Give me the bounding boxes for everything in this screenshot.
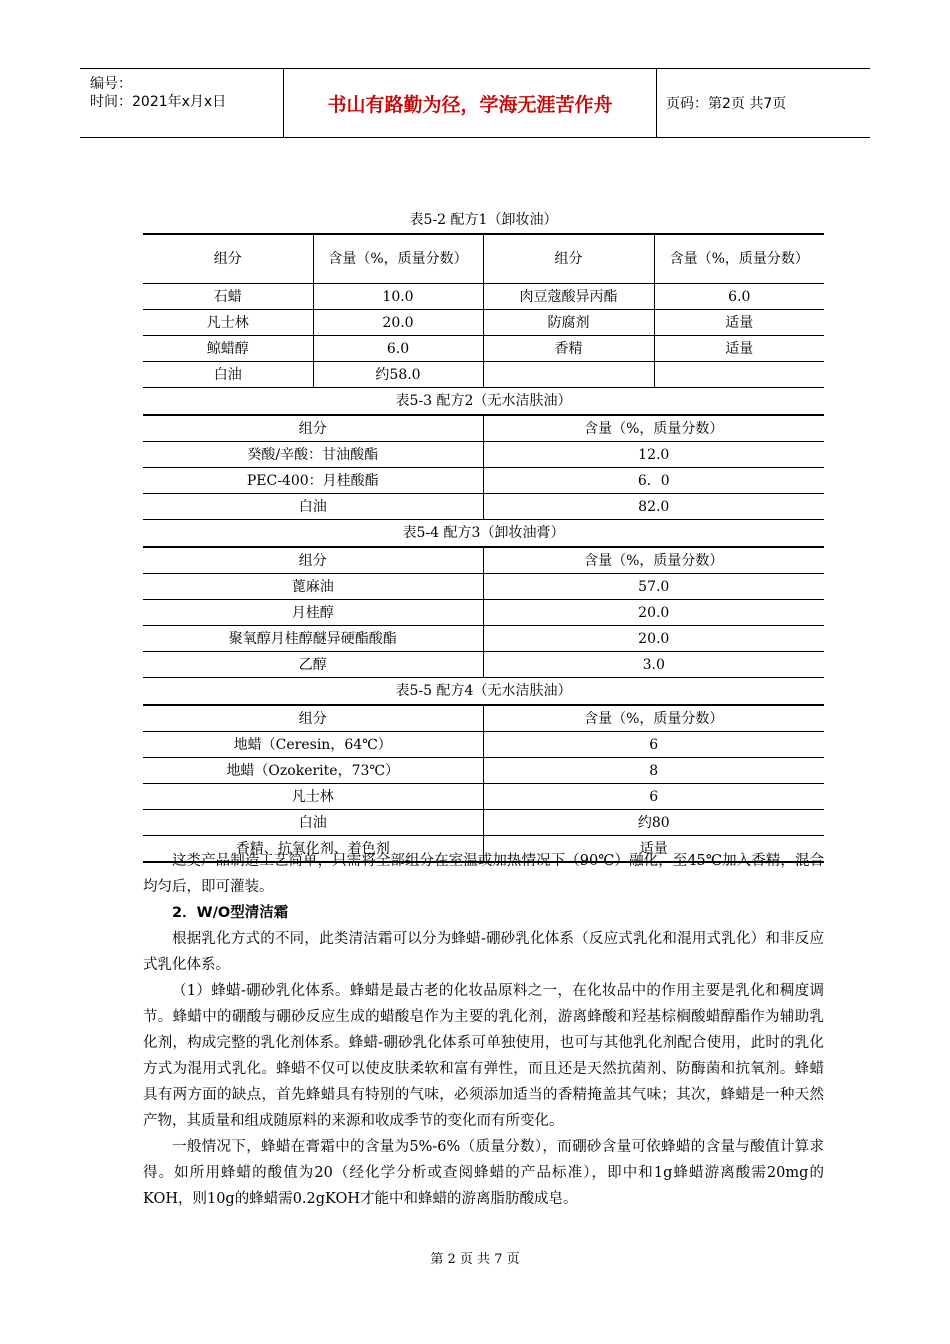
table-row <box>143 758 824 784</box>
table-header-row <box>143 234 824 284</box>
table-cell: 白油 <box>143 362 313 388</box>
table-row <box>143 284 824 310</box>
table-header-row <box>143 705 824 732</box>
header-cell: 组分 <box>143 547 483 574</box>
table-row <box>143 652 824 678</box>
header-cell: 组分 <box>143 705 483 732</box>
table-cell: 20.0 <box>483 626 824 652</box>
table-row <box>143 468 824 494</box>
table-cell: 82.0 <box>483 494 824 520</box>
table-cell: 10.0 <box>313 284 483 310</box>
formula-table-3 <box>143 546 824 678</box>
table-cell: 白油 <box>143 810 483 836</box>
table-row <box>143 810 824 836</box>
table-cell: 适量 <box>483 836 824 863</box>
table-cell: 6.0 <box>313 336 483 362</box>
table-row <box>143 310 824 336</box>
table-cell: 8 <box>483 758 824 784</box>
table-row <box>143 784 824 810</box>
table-cell: 6．0 <box>483 468 824 494</box>
formula-table-2 <box>143 414 824 520</box>
table-row <box>143 600 824 626</box>
paragraph: 一般情况下，蜂蜡在膏霜中的含量为5%-6%（质量分数），而硼砂含量可依蜂蜡的含量与酸值计算求得。如所用蜂蜡的酸值为20（经化学分析或查阅蜂蜡的产品标准），即中和1g蜂蜡游离酸需20mg的KOH，则10g的蜂蜡需0.2gKOH才能中和蜂蜡的游离脂肪酸成皂。 <box>143 1139 824 1207</box>
table-cell: 鲸蜡醇 <box>143 336 313 362</box>
table-cell: 6.0 <box>654 284 824 310</box>
page-footer: 第 2 页 共 7 页 <box>430 1252 520 1267</box>
table-cell: 白油 <box>143 494 483 520</box>
paragraph: （1）蜂蜡-硼砂乳化体系。蜂蜡是最古老的化妆品原料之一，在化妆品中的作用主要是乳化和稠度调节。蜂蜡中的硼酸与硼砂反应生成的蜡酸皂作为主要的乳化剂，游离蜂酸和羟基棕榈酸蜡醇酯作为辅助乳化剂，构成完整的乳化剂体系。蜂蜡-硼砂乳化体系可单独使用，也可与其他乳化剂配合使用，此时的乳化方式为混用式乳化。蜂蜡不仅可以使皮肤柔软和富有弹性，而且还是天然抗菌剂、防酶菌和抗氧剂。蜂蜡具有两方面的缺点，首先蜂蜡具有特别的气味，必须添加适当的香精掩盖其气味；其次，蜂蜡是一种天然产物，其质量和组成随原料的来源和收成季节的变化而有所变化。 <box>143 983 824 1129</box>
header-meta <box>80 69 284 137</box>
formula-tables <box>143 207 824 863</box>
table-cell: 香精 <box>483 336 654 362</box>
table-cell: 20.0 <box>483 600 824 626</box>
table-row <box>143 336 824 362</box>
formula-table-4 <box>143 704 824 863</box>
table-row <box>143 442 824 468</box>
table-cell: 适量 <box>654 310 824 336</box>
table-cell: 防腐剂 <box>483 310 654 336</box>
table-row <box>143 626 824 652</box>
number-label: 编号： <box>90 76 132 92</box>
header-page-label: 页码：第2页 共7页 <box>666 96 787 112</box>
formula-table-1 <box>143 233 824 388</box>
table-caption: 表5-4 配方3（卸妆油膏） <box>402 525 565 541</box>
table-cell: 6 <box>483 784 824 810</box>
table-row <box>143 362 824 388</box>
body-text <box>143 848 824 1212</box>
table-header-row <box>143 415 824 442</box>
table-cell: 石蜡 <box>143 284 313 310</box>
table-cell: 57.0 <box>483 574 824 600</box>
table-cell: 适量 <box>654 336 824 362</box>
header-cell: 组分 <box>143 415 483 442</box>
header-cell: 含量（%，质量分数） <box>654 234 824 284</box>
table-caption: 表5-5 配方4（无水洁肤油） <box>395 683 572 699</box>
page-header <box>80 68 870 138</box>
table-cell: 凡士林 <box>143 310 313 336</box>
header-cell: 含量（%，质量分数） <box>483 415 824 442</box>
table-cell: 蓖麻油 <box>143 574 483 600</box>
table-cell: 聚氧醇月桂醇醚异硬酯酸酯 <box>143 626 483 652</box>
paragraph: 根据乳化方式的不同，此类清洁霜可以分为蜂蜡-硼砂乳化体系（反应式乳化和混用式乳化）和非反应式乳化体系。 <box>143 931 824 973</box>
header-motto: 书山有路勤为径，学海无涯苦作舟 <box>284 69 657 137</box>
section-heading: 2．W/O型清洁霜 <box>172 905 289 921</box>
table-cell: 约58.0 <box>313 362 483 388</box>
table-cell: 6 <box>483 732 824 758</box>
table-cell: 肉豆蔻酸异丙酯 <box>483 284 654 310</box>
header-cell: 组分 <box>483 234 654 284</box>
table-cell: 12.0 <box>483 442 824 468</box>
time-label: 时间：2021年x月x日 <box>90 94 227 110</box>
table-cell: 凡士林 <box>143 784 483 810</box>
header-cell: 含量（%，质量分数） <box>313 234 483 284</box>
table-cell <box>654 362 824 388</box>
table-cell: 月桂醇 <box>143 600 483 626</box>
paragraph: 这类产品制造工艺简单，只需将全部组分在室温或加热情况下（90℃）融化，至45℃加入香精，混合均匀后，即可灌装。 <box>143 853 824 895</box>
header-cell: 含量（%，质量分数） <box>483 705 824 732</box>
table-header-row <box>143 547 824 574</box>
table-cell <box>483 362 654 388</box>
table-row <box>143 732 824 758</box>
table-cell: 地蜡（Ceresin，64℃） <box>143 732 483 758</box>
table-cell: 香精、抗氧化剂、着色剂 <box>143 836 483 863</box>
table-cell: 20.0 <box>313 310 483 336</box>
table-caption: 表5-3 配方2（无水洁肤油） <box>395 393 572 409</box>
header-cell: 含量（%，质量分数） <box>483 547 824 574</box>
table-cell: 3.0 <box>483 652 824 678</box>
header-cell: 组分 <box>143 234 313 284</box>
table-cell: 地蜡（Ozokerite，73℃） <box>143 758 483 784</box>
table-cell: PEC-400：月桂酸酯 <box>143 468 483 494</box>
table-cell: 癸酸/辛酸：甘油酸酯 <box>143 442 483 468</box>
table-caption: 表5-2 配方1（卸妆油） <box>409 212 558 228</box>
table-row <box>143 494 824 520</box>
table-cell: 乙醇 <box>143 652 483 678</box>
table-row <box>143 574 824 600</box>
table-cell: 约80 <box>483 810 824 836</box>
